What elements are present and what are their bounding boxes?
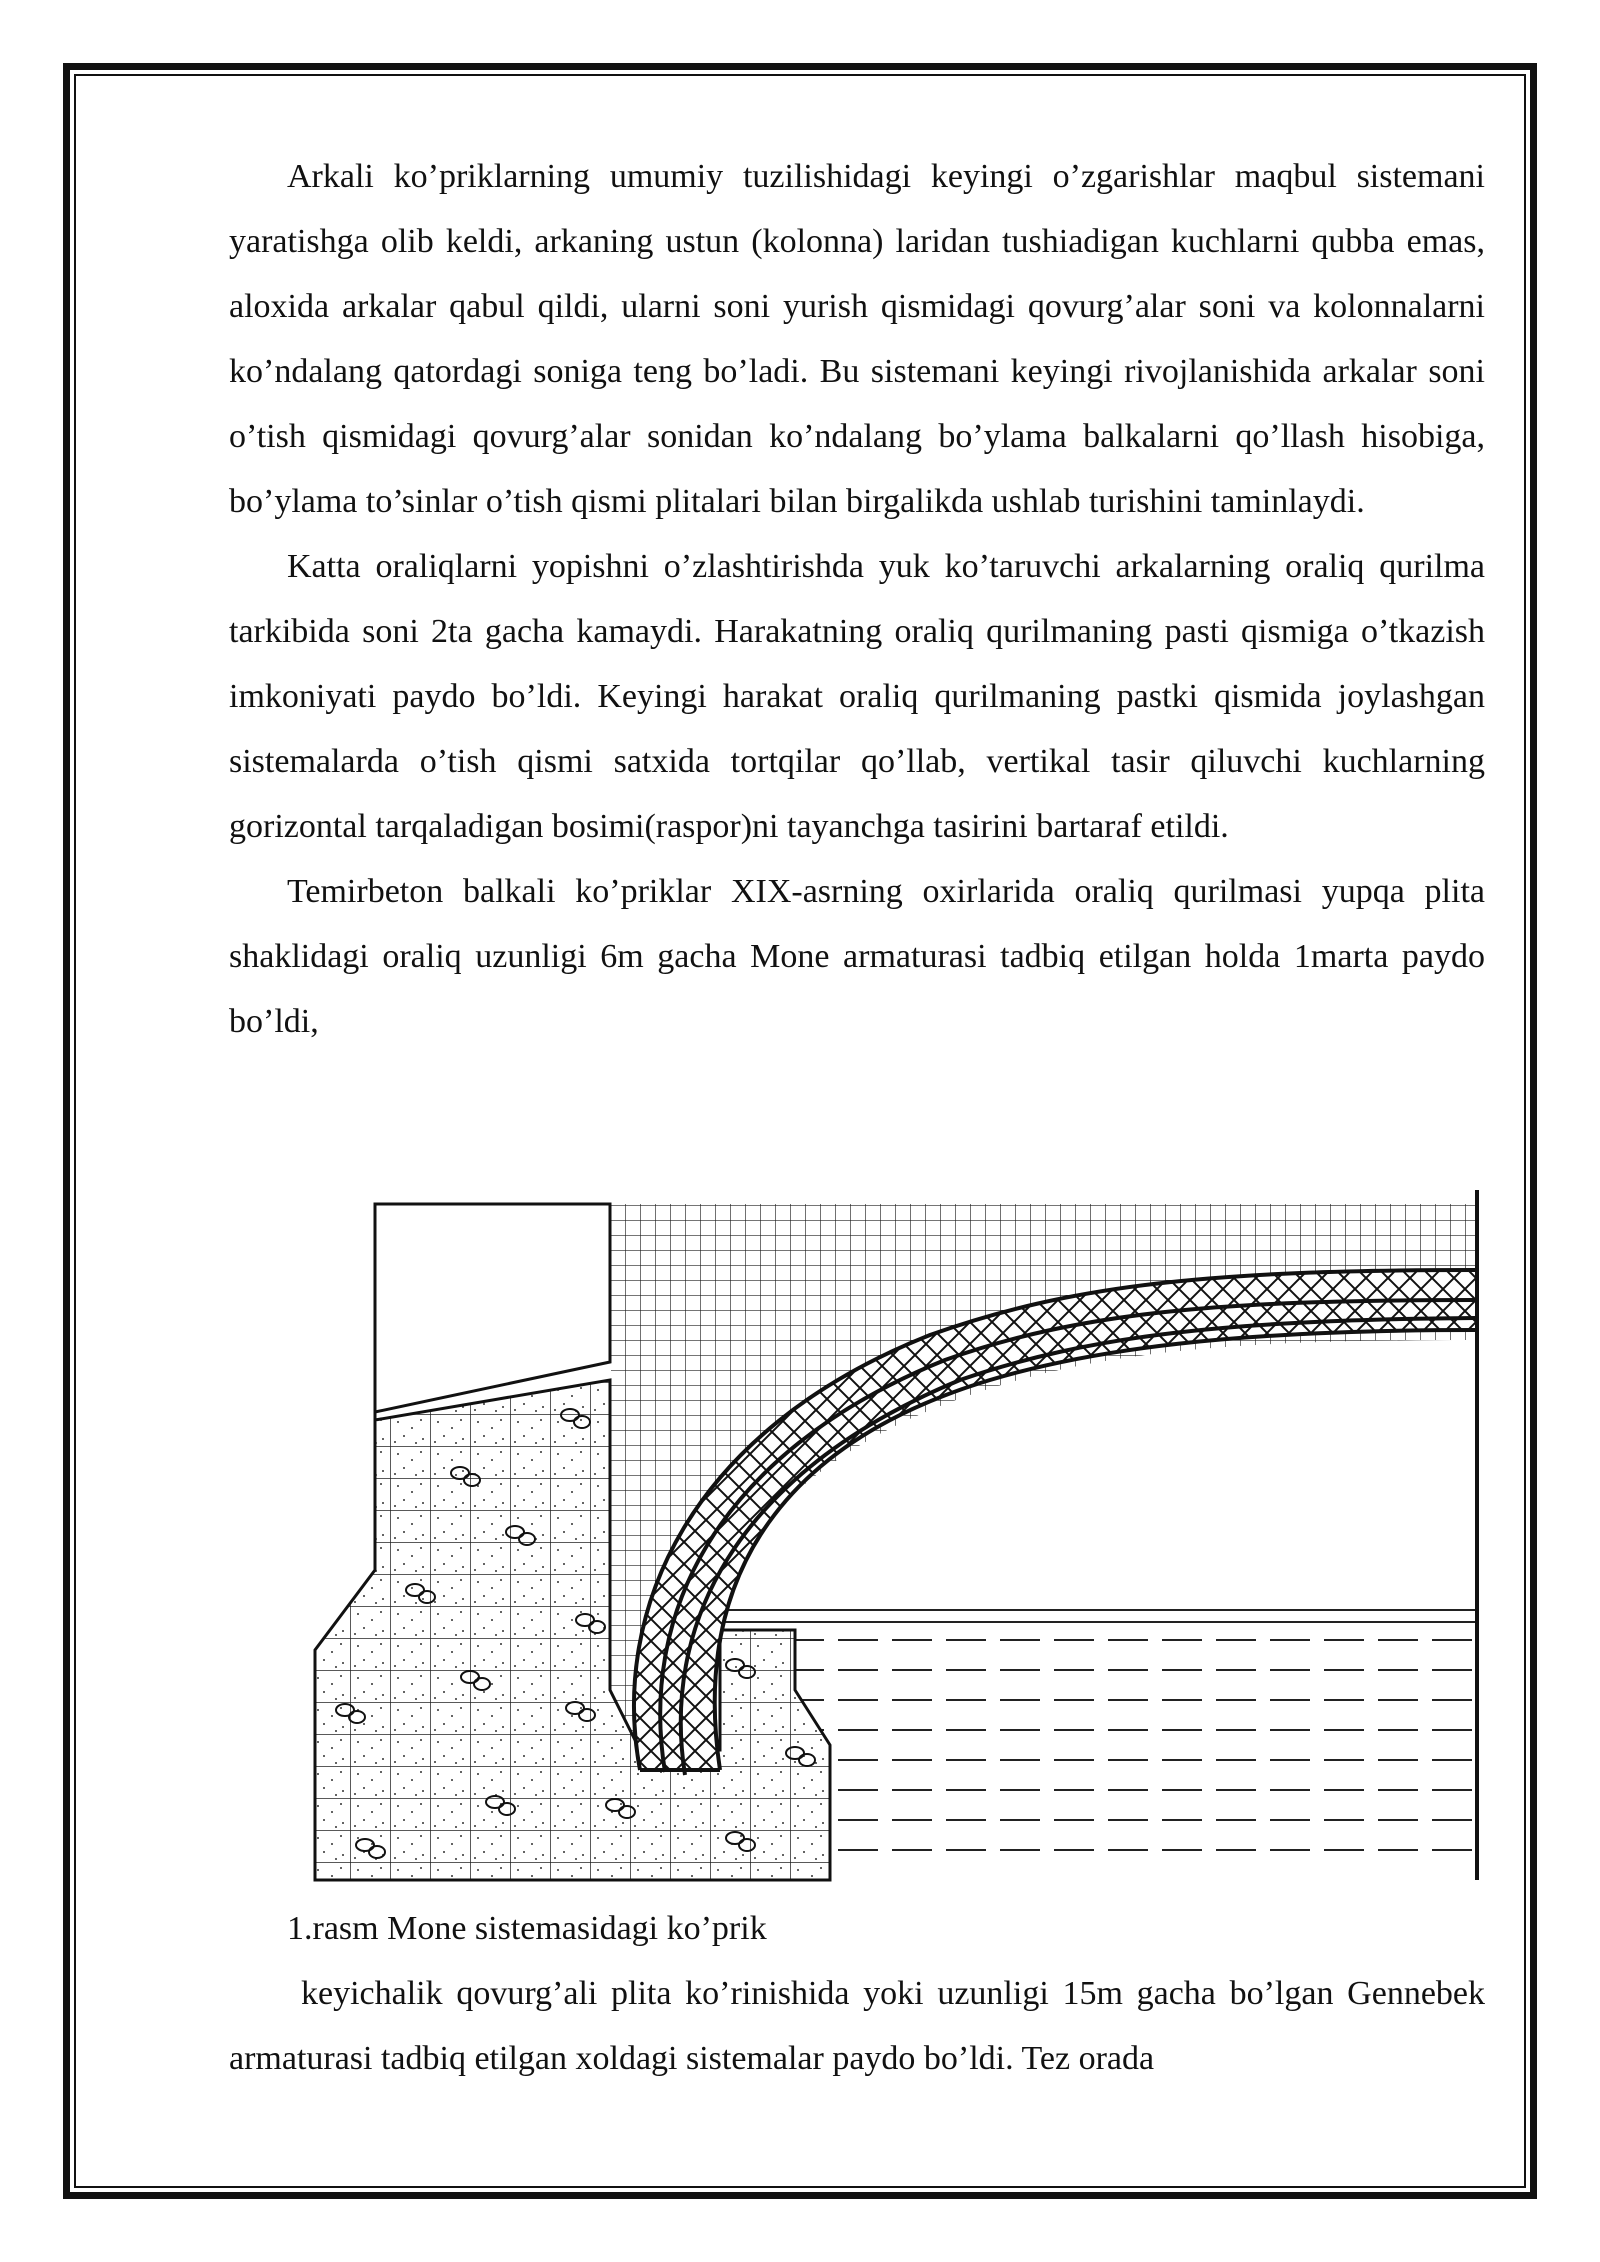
bridge-figure: [310, 1190, 1485, 1890]
paragraph-3: Temirbeton balkali ko’priklar XIX-asrning oxirlarida oraliq qurilmasi yupqa plita shaklidagi oraliq uzunligi 6m gacha Mone armaturasi tadbiq etilgan holda 1marta paydo bo’ldi,: [229, 873, 1485, 1040]
body-text-bottom: [229, 1961, 1485, 2091]
paragraph-1: Arkali ko’priklarning umumiy tuzilishidagi keyingi o’zgarishlar maqbul sistemani yaratishga olib keldi, arkaning ustun (kolonna) laridan tushiadigan kuchlarni qubba emas, aloxida arkalar qabul qildi, ularni soni yurish qismidagi qovurg’alar soni va kolonnalarni ko’ndalang qatordagi soniga teng bo’ladi. Bu sistemani keyingi rivojlanishida arkalar soni o’tish qismidagi qovurg’alar sonidan ko’ndalang bo’ylama balkalarni qo’llash hisobiga, bo’ylama to’sinlar o’tish qismi plitalari bilan birgalikda ushlab turishini taminlaydi.: [229, 158, 1485, 520]
figure-caption: 1.rasm Mone sistemasidagi ko’prik: [287, 1910, 767, 1947]
paragraph-continuation: keyichalik qovurg’ali plita ko’rinishida yoki uzunligi 15m gacha bo’lgan Gennebek armaturasi tadbiq etilgan xoldagi sistemalar paydo bo’ldi. Tez orada: [229, 1975, 1485, 2077]
paragraph-2: Katta oraliqlarni yopishni o’zlashtirishda yuk ko’taruvchi arkalarning oraliq qurilma tarkibida soni 2ta gacha kamaydi. Harakatning oraliq qurilmaning pasti qismiga o’tkazish imkoniyati paydo bo’ldi. Keyingi harakat oraliq qurilmaning pastki qismida joylashgan sistemalarda o’tish qismi satxida tortqilar qo’llab, vertikal tasir qiluvchi kuchlarning gorizontal tarqaladigan bosimi(raspor)ni tayanchga tasirini bartaraf etildi.: [229, 548, 1485, 845]
body-text-top: [229, 144, 1485, 1054]
